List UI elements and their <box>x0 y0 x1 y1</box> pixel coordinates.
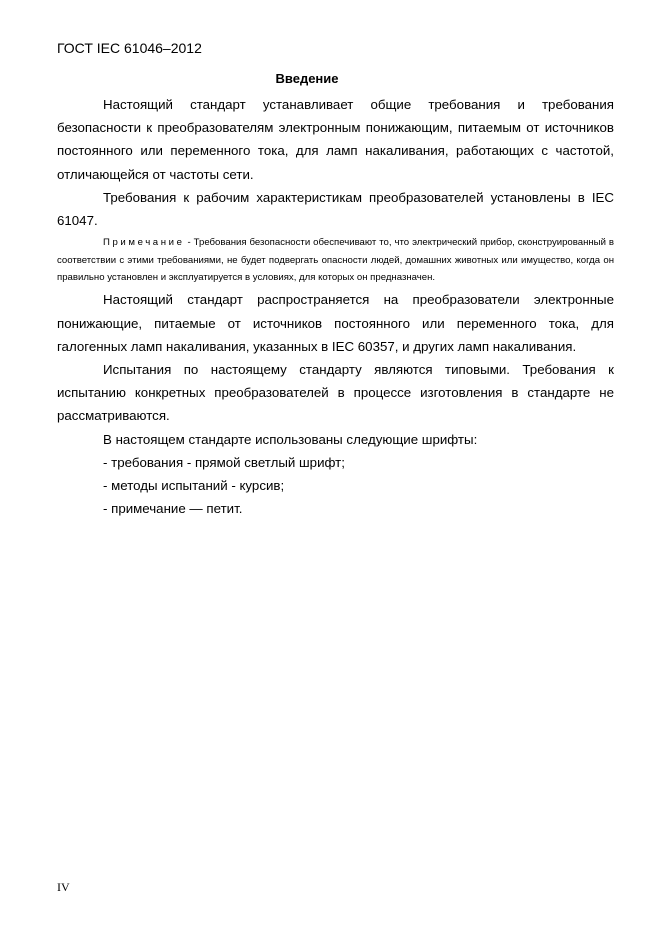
note-label: Примечание <box>103 237 185 249</box>
note-text: Требования безопасности обеспечивают то, что электрический прибор, сконструированный в соответствии с этими требованиями, не будет подвергать опасности людей, домашних животных или имущество, когда он правильно установлен и эксплуатируется в условиях, для которых он предназначен. <box>57 237 615 284</box>
note-dash: - <box>184 237 194 249</box>
list-item: - требования - прямой светлый шрифт; <box>103 454 345 470</box>
paragraph-application: Настоящий стандарт распространяется на преобразователи электронные понижающие, питаемые от источников постоянного или переменного тока, для галогенных ламп накаливания, указанных в IEC 60357, и других ламп накаливания. <box>57 292 614 354</box>
list-item: - примечание — петит. <box>103 501 243 517</box>
paragraph-tests: Испытания по настоящему стандарту являются типовыми. Требования к испытанию конкретных преобразователей в процессе изготовления в стандарте не рассматриваются. <box>57 362 614 424</box>
note <box>57 234 614 286</box>
section-title: Введение <box>275 71 339 86</box>
paragraph-scope: Настоящий стандарт устанавливает общие требования и требования безопасности к преобразователям электронным понижающим, питаемым от источников постоянного или переменного тока, для ламп накаливания, работающих с частотой, отличающейся от частоты сети. <box>57 97 614 182</box>
page-number: IV <box>57 880 70 894</box>
paragraph-performance: Требования к рабочим характеристикам преобразователей установлены в IEC 61047. <box>57 189 614 229</box>
document-code: ГОСТ IEC 61046–2012 <box>57 40 202 56</box>
paragraph-fonts: В настоящем стандарте использованы следующие шрифты: <box>103 431 478 447</box>
main-content <box>57 93 614 520</box>
list-item: - методы испытаний - курсив; <box>103 478 285 494</box>
